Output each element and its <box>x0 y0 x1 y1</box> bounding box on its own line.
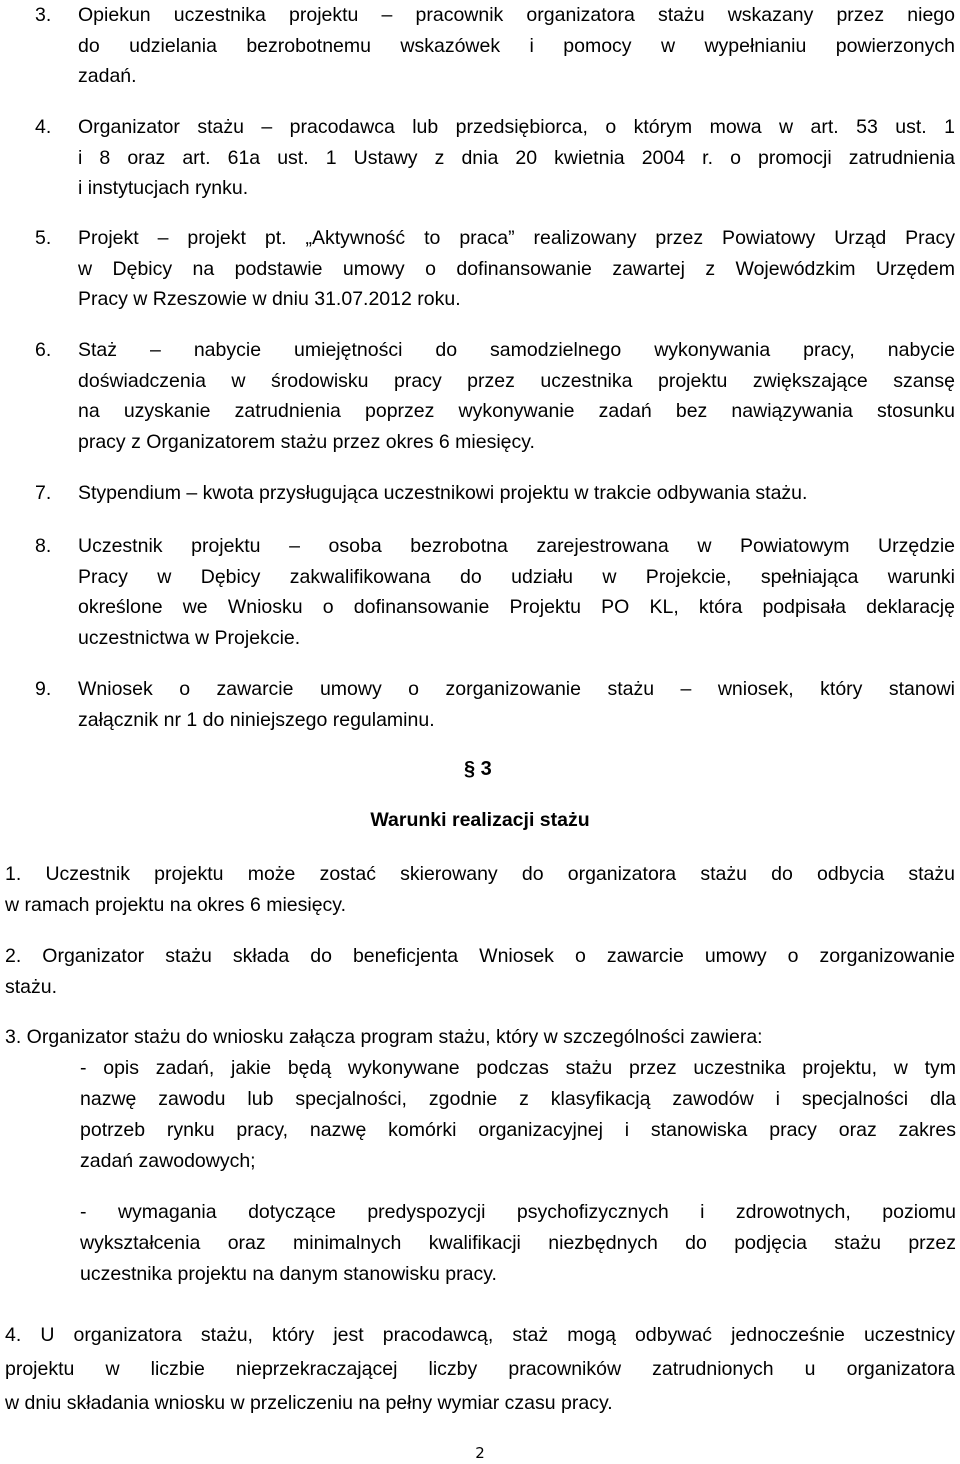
definition-line: i instytucjach rynku. <box>78 177 249 199</box>
definition-line: zadań. <box>78 65 137 87</box>
condition-line: 2. Organizator stażu składa do beneficjenta Wniosek o zawarcie umowy o zorganizowanie <box>5 945 955 967</box>
definition-line: i 8 oraz art. 61a ust. 1 Ustawy z dnia 20 kwietnia 2004 r. o promocji zatrudnienia <box>78 146 955 169</box>
definition-line: w Dębicy na podstawie umowy o dofinansowanie zawartej z Wojewódzkim Urzędem <box>78 257 955 280</box>
condition-line: stażu. <box>5 975 58 998</box>
definition-number: 3. <box>35 4 52 26</box>
condition-4 <box>5 1318 955 1420</box>
program-item-line: zadań zawodowych; <box>80 1150 256 1172</box>
definition-9 <box>35 674 955 735</box>
condition-line: w dniu składania wniosku w przeliczeniu na pełny wymiar czasu pracy. <box>5 1392 613 1414</box>
definition-line: Pracy w Rzeszowie w dniu 31.07.2012 roku. <box>78 288 461 310</box>
condition-line: w ramach projektu na okres 6 miesięcy. <box>5 893 347 916</box>
section-symbol: § 3 <box>464 758 492 780</box>
definition-line: załącznik nr 1 do niniejszego regulaminu. <box>78 708 435 731</box>
definition-number: 5. <box>35 227 52 249</box>
definition-6 <box>35 335 955 457</box>
definition-number: 9. <box>35 678 52 700</box>
definition-5 <box>35 223 955 315</box>
condition-line: 4. U organizatora stażu, który jest pracodawcą, staż mogą odbywać jednocześnie uczestnicy <box>5 1324 955 1346</box>
page-number: 2 <box>475 1444 485 1462</box>
definition-line: Organizator stażu – pracodawca lub przedsiębiorca, o którym mowa w art. 53 ust. 1 <box>78 116 955 138</box>
definition-number: 7. <box>35 482 52 504</box>
condition-line: projektu w liczbie nieprzekraczającej liczby pracowników zatrudnionych u organizatora <box>5 1358 955 1380</box>
program-item-2 <box>80 1197 956 1290</box>
definition-line: Wniosek o zawarcie umowy o zorganizowanie stażu – wniosek, który stanowi <box>78 678 955 700</box>
program-item-line: wykształcenia oraz minimalnych kwalifikacji niezbędnych do podjęcia stażu przez <box>80 1232 956 1254</box>
program-item-line: - opis zadań, jakie będą wykonywane podczas stażu przez uczestnika projektu, w tym <box>80 1057 956 1079</box>
definition-line: Stypendium – kwota przysługująca uczestnikowi projektu w trakcie odbywania stażu. <box>78 482 808 504</box>
definition-line: Opiekun uczestnika projektu – pracownik organizatora stażu wskazany przez niego <box>78 4 955 26</box>
definition-line: Pracy w Dębicy zakwalifikowana do udziału w Projekcie, spełniająca warunki <box>78 565 955 588</box>
definition-line: określone we Wniosku o dofinansowanie Projektu PO KL, która podpisała deklarację <box>78 596 955 618</box>
definition-7 <box>35 478 955 509</box>
definition-line: na uzyskanie zatrudnienia poprzez wykonywanie zadań bez nawiązywania stosunku <box>78 400 955 422</box>
definition-number: 8. <box>35 535 52 557</box>
condition-2 <box>5 941 955 1002</box>
definition-line: Projekt – projekt pt. „Aktywność to praca” realizowany przez Powiatowy Urząd Pracy <box>78 227 955 249</box>
definition-3 <box>35 0 955 92</box>
condition-line: 1. Uczestnik projektu może zostać skierowany do organizatora stażu do odbycia stażu <box>5 863 955 885</box>
definition-line: doświadczenia w środowisku pracy przez uczestnika projektu zwiększające szansę <box>78 369 955 392</box>
definition-line: Staż – nabycie umiejętności do samodzielnego wykonywania pracy, nabycie <box>78 339 955 361</box>
condition-1 <box>5 859 955 920</box>
definition-line: Uczestnik projektu – osoba bezrobotna zarejestrowana w Powiatowym Urzędzie <box>78 535 955 557</box>
definition-line: uczestnictwa w Projekcie. <box>78 626 301 649</box>
definition-line: pracy z Organizatorem stażu przez okres 6 miesięcy. <box>78 430 535 453</box>
condition-line: 3. Organizator stażu do wniosku załącza program stażu, który w szczególności zawiera: <box>5 1026 763 1048</box>
program-item-line: potrzeb rynku pracy, nazwę komórki organizacyjnej i stanowiska pracy oraz zakres <box>80 1119 956 1141</box>
section-title: Warunki realizacji stażu <box>370 809 590 831</box>
definition-4 <box>35 112 955 204</box>
definition-8 <box>35 531 955 653</box>
program-item-line: - wymagania dotyczące predyspozycji psychofizycznych i zdrowotnych, poziomu <box>80 1201 956 1223</box>
definition-number: 6. <box>35 339 52 361</box>
condition-3 <box>5 1022 955 1053</box>
definition-line: do udzielania bezrobotnemu wskazówek i pomocy w wypełnianiu powierzonych <box>78 34 955 57</box>
definition-number: 4. <box>35 116 52 138</box>
program-item-1 <box>80 1053 956 1177</box>
program-item-line: uczestnika projektu na danym stanowisku pracy. <box>80 1263 497 1285</box>
program-item-line: nazwę zawodu lub specjalności, zgodnie z klasyfikacją zawodów i specjalności dla <box>80 1088 956 1110</box>
